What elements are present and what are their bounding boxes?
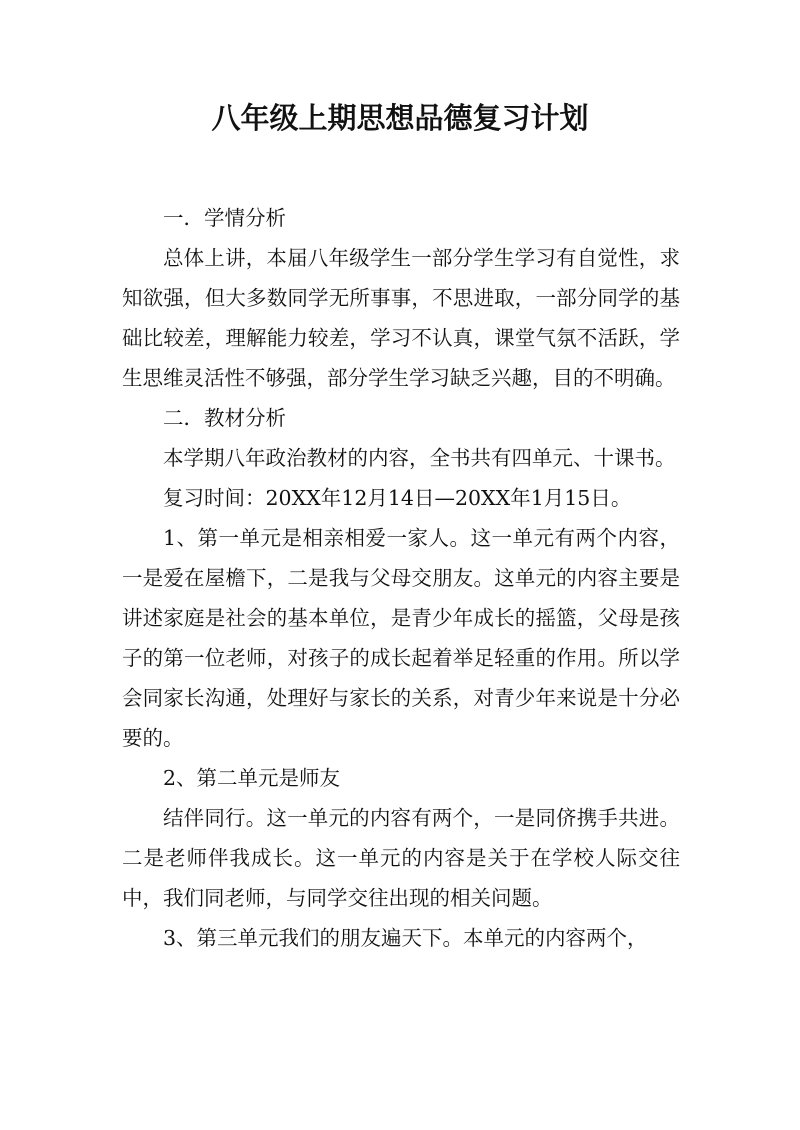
section-heading-learning-analysis: 一．学情分析 (163, 206, 286, 230)
paragraph-learning-analysis: 总体上讲，本届八年级学生一部分学生学习有自觉性，求知欲强，但大多数同学无所事事，不思进取，一部分同学的基础比较差，理解能力较差，学习不认真，课堂气氛不活跃，学生思维灵活性不够强，部分学生学习缺乏兴趣，目的不明确。 (122, 246, 680, 390)
paragraph-unit-three: 3、第三单元我们的朋友遍天下。本单元的内容两个， (163, 926, 648, 950)
document-title: 八年级上期思想品德复习计划 (211, 101, 589, 135)
paragraph-review-time: 复习时间：20XX年12月14日—20XX年1月15日。 (163, 486, 632, 510)
paragraph-textbook-overview: 本学期八年政治教材的内容，全书共有四单元、十课书。 (163, 446, 676, 470)
paragraph-unit-two-heading: 2、第二单元是师友 (163, 766, 341, 790)
paragraph-unit-one: 1、第一单元是相亲相爱一家人。这一单元有两个内容，一是爱在屋檐下，二是我与父母交朋友。这单元的内容主要是讲述家庭是社会的基本单位，是青少年成长的摇篮，父母是孩子的第一位老师，对孩子的成长起着举足轻重的作用。所以学会同家长沟通，处理好与家长的关系，对青少年来说是十分必要的。 (122, 526, 680, 750)
section-heading-textbook-analysis: 二．教材分析 (163, 406, 286, 430)
document-body (122, 198, 680, 958)
paragraph-unit-two: 结伴同行。这一单元的内容有两个，一是同侪携手共进。二是老师伴我成长。这一单元的内容是关于在学校人际交往中，我们同老师，与同学交往出现的相关问题。 (122, 806, 680, 910)
